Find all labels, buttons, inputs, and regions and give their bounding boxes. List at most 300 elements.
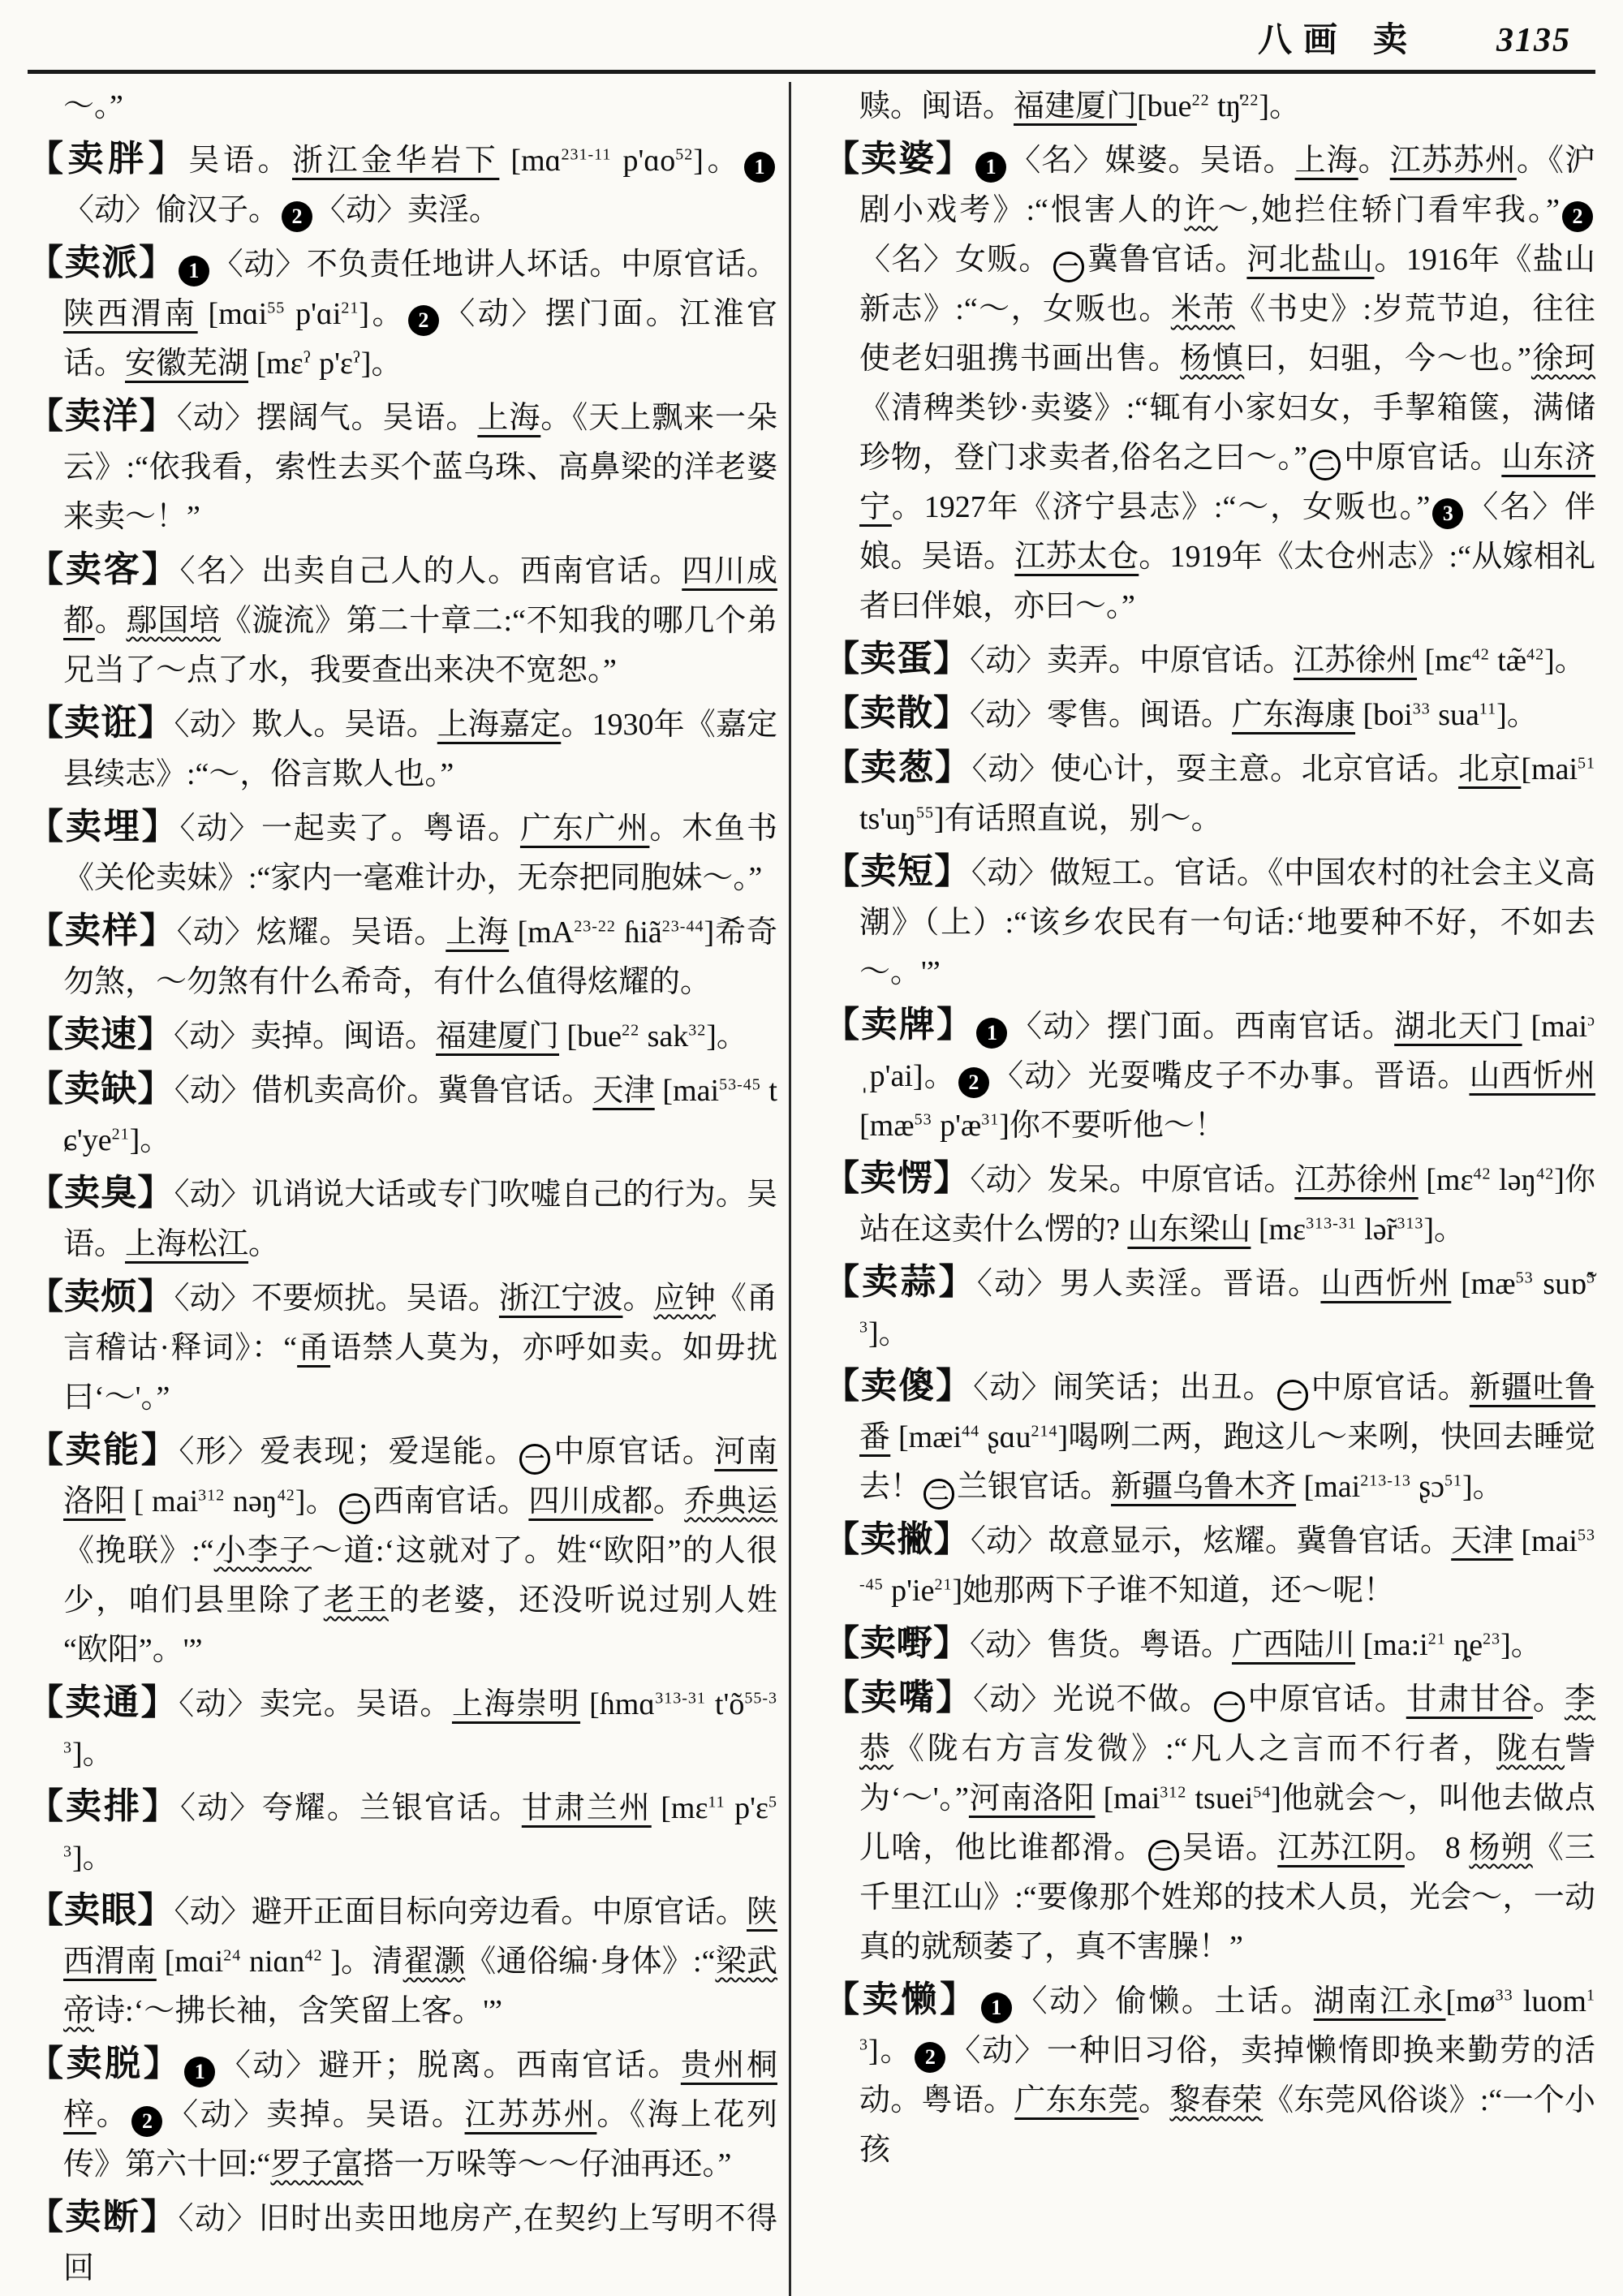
dictionary-entry [28, 238, 777, 389]
entry-text: ～,她拦住轿门看牢我。” [1217, 193, 1560, 227]
entry-text: [mai [1296, 1470, 1361, 1504]
entry-text: 訾为‘～'。” [859, 1732, 1595, 1816]
sense-number-badge: 2 [408, 305, 439, 336]
entry-text: 〈动〉闹笑话；出丑。 [973, 1371, 1275, 1405]
dictionary-entry [28, 391, 777, 542]
sense-number-badge: 3 [1432, 498, 1463, 529]
dictionary-entry [824, 688, 1595, 740]
sense-number-badge: 1 [184, 2057, 215, 2087]
entry-text: [mɑ [499, 144, 562, 178]
entry-text: [mæ [1451, 1267, 1516, 1301]
entry-continuation [824, 82, 1595, 131]
tone-superscript: 55 [916, 803, 934, 822]
proper-noun: 米芾 [1170, 292, 1235, 326]
page-header [28, 13, 1595, 65]
tone-superscript: 42 [1526, 645, 1545, 664]
entry-text: 。1930年《嘉定县续志》:“～，俗言欺人也。” [63, 708, 777, 791]
entry-text: 〈动〉偷汉子。 [63, 193, 280, 227]
entry-text: 。 [1139, 2083, 1170, 2117]
proper-noun: 乔典运 [684, 1484, 777, 1518]
tone-superscript: 53-45 [859, 1526, 1595, 1594]
entry-text: luom [1513, 1984, 1586, 2018]
tone-superscript: 313 [1397, 1214, 1424, 1233]
tone-superscript: 55 [267, 299, 286, 317]
proper-noun: 上海嘉定 [437, 708, 562, 742]
tone-superscript: 21 [111, 1125, 130, 1144]
entry-headword: 【卖傻】 [824, 1366, 974, 1406]
entry-text: 。 [96, 2098, 130, 2132]
entry-text: p'ɛ [311, 347, 353, 381]
proper-noun: 四川成都 [63, 554, 777, 638]
tone-superscript: 11 [1479, 700, 1497, 718]
entry-text: 。木鱼书《关伦卖妹》:“家内一毫难计办，无奈把同胞妹～。” [63, 812, 777, 895]
page-number: 3135 [1496, 22, 1571, 59]
tone-superscript: 23 [1483, 1630, 1501, 1648]
tone-superscript: 213-13 [1360, 1471, 1411, 1490]
entry-headword: 【卖蛋】 [824, 639, 970, 678]
entry-text: 。1916年《盐山新志》:“～，女贩也。 [859, 243, 1595, 326]
sense-number-badge: 一 [1053, 252, 1084, 282]
proper-noun: 江苏江阴 [1277, 1831, 1405, 1865]
entry-text: 吴语。 [1181, 1831, 1278, 1865]
entry-text: [ mai [125, 1484, 199, 1518]
proper-noun: 江苏徐州 [1294, 644, 1418, 678]
entry-text: suɒ̃ [1533, 1267, 1586, 1301]
entry-text: 中原官话。 [552, 1435, 715, 1469]
tone-superscript: 54 [1253, 1783, 1272, 1802]
sense-number-badge: 1 [975, 152, 1006, 183]
entry-text: [mɛ [1418, 1163, 1474, 1197]
entry-text: 赎。闽语。 [859, 89, 1014, 123]
entry-text: 〈动〉不要烦扰。吴语。 [174, 1282, 499, 1316]
proper-noun: 山西忻州 [1469, 1059, 1595, 1093]
entry-text: ]。 [72, 1841, 114, 1875]
proper-noun: 杨慎 [1180, 342, 1245, 376]
entry-text: ]。清 [322, 1945, 403, 1979]
entry-text: 〈动〉摆门面。江淮官话。 [63, 297, 777, 381]
entry-headword: 【卖短】 [824, 851, 971, 891]
entry-text: 《书史》:岁荒节迫，往往使老妇驵携书画出售。 [859, 292, 1595, 376]
tone-superscript: 53 [914, 1110, 932, 1129]
proper-noun: 广东海康 [1232, 698, 1356, 732]
entry-text: [mai [1095, 1781, 1160, 1816]
entry-text: 〈形〉爱表现；爱逞能。 [179, 1435, 517, 1469]
entry-text: 〈名〉出卖自己人的人。西南官话。 [179, 554, 682, 588]
entry-text: [mɑi [156, 1945, 224, 1979]
dictionary-entry [824, 846, 1595, 997]
entry-text: 西南官话。 [372, 1484, 529, 1518]
entry-text: t'õ [705, 1687, 745, 1721]
proper-noun: 梁武帝 [63, 1945, 777, 2028]
entry-text: ]。 [360, 347, 403, 381]
entry-headword: 【卖婆】 [824, 139, 974, 179]
entry-text: 《挽联》:“ [63, 1534, 214, 1568]
entry-text: 。《天上飘来一朵云》:“依我看，索性去买个蓝乌珠、高鼻梁的洋老婆来卖～！” [63, 401, 777, 534]
tone-superscript: 22 [1191, 91, 1210, 110]
dictionary-entry [28, 906, 777, 1007]
entry-text: 《甬言稽诂·释词》：“ [63, 1282, 777, 1365]
dictionary-entry [28, 545, 777, 696]
dictionary-entry [28, 1272, 777, 1423]
entry-text: p'ɑo [611, 144, 676, 178]
tone-superscript: 31 [981, 1110, 1000, 1129]
tone-superscript: 52 [675, 145, 694, 164]
dictionary-entry [28, 2192, 777, 2294]
entry-text: 〈动〉借机卖高价。冀鲁官话。 [174, 1074, 593, 1108]
proper-noun: 浙江宁波 [498, 1282, 623, 1316]
entry-headword: 【卖嘢】 [824, 1623, 970, 1663]
entry-headword: 【卖通】 [28, 1682, 179, 1722]
entry-text: 。 [1532, 1682, 1565, 1717]
entry-text: ]你不要听他～！ [999, 1109, 1225, 1143]
entry-text: ～。” [63, 89, 123, 123]
proper-noun: 上海 [477, 401, 541, 435]
dictionary-entry [824, 1514, 1595, 1616]
proper-noun: 湖北天门 [1394, 1010, 1522, 1044]
entry-text: ]。 [1259, 89, 1301, 123]
entry-text: 中原官话。 [1246, 1682, 1406, 1717]
entry-headword: 【卖派】 [28, 243, 176, 282]
tone-superscript: 53 [63, 1793, 777, 1861]
dictionary-entry [28, 698, 777, 799]
entry-headword: 【卖脱】 [28, 2044, 183, 2083]
entry-text: [mɛ [651, 1791, 708, 1825]
dictionary-entry [824, 1000, 1595, 1151]
entry-text: 中原官话。 [1343, 441, 1502, 475]
entry-text: 。 [652, 1484, 685, 1518]
entry-text: nəŋ [225, 1484, 278, 1518]
entry-text: [mA [509, 915, 575, 950]
entry-text: ]。 [72, 1737, 114, 1771]
stroke-section-label: 八画 [1257, 22, 1349, 59]
proper-noun: 上海 [446, 915, 510, 950]
entry-text: ]有话照直说，别～。 [934, 802, 1222, 836]
proper-noun: 北京 [1458, 752, 1522, 786]
dictionary-entry [28, 134, 777, 235]
entry-text: 〈动〉不负责任地讲人坏话。中原官话。 [211, 248, 777, 282]
entry-headword: 【卖洋】 [28, 396, 177, 436]
tone-superscript: 55-33 [63, 1689, 777, 1757]
dictionary-entry [28, 1425, 777, 1675]
entry-text: ]。 [129, 1123, 171, 1157]
entry-text: 吴语。 [188, 144, 292, 178]
entry-text: 〈动〉一种旧习俗，卖掉懒惰即换来勤劳的活动。粤语。 [859, 2034, 1595, 2117]
entry-headword: 【卖客】 [28, 549, 180, 589]
proper-noun: 山西忻州 [1320, 1267, 1452, 1301]
entry-text: [boi [1355, 698, 1413, 732]
entry-text: 〈动〉夸耀。兰银官话。 [179, 1791, 522, 1825]
entry-text: ˌp'ai]。 [859, 1059, 956, 1093]
proper-noun: 广东东莞 [1014, 2083, 1139, 2117]
entry-headword: 【卖撇】 [824, 1519, 971, 1559]
entry-text: 《清稗类钞·卖婆》:“辄有小家妇女，手挈箱箧，满储珍物，登门求卖者,俗名之曰～。” [859, 391, 1595, 475]
entry-text: 。 8 [1404, 1831, 1470, 1865]
proper-noun: 河南洛阳 [968, 1781, 1096, 1816]
entry-text: tæ̃ [1489, 644, 1527, 678]
tone-superscript: 33 [1495, 1986, 1513, 2005]
entry-text: p'ɛ [725, 1791, 768, 1825]
dictionary-entry [28, 1885, 777, 2036]
entry-text: ]他就会～，叫他去做点儿啥，他比谁都滑。 [859, 1781, 1595, 1865]
entry-text: ]她那两下子谁不知道，还～呢！ [952, 1574, 1395, 1608]
proper-noun: 许 [1184, 193, 1218, 227]
dictionary-entry [824, 1153, 1595, 1255]
proper-noun: 李恭 [859, 1682, 1595, 1766]
entry-text: ]。 [1423, 1213, 1465, 1247]
entry-text: 〈动〉男人卖淫。晋语。 [976, 1267, 1321, 1301]
dictionary-entry [28, 802, 777, 903]
tone-superscript: ʔ [303, 348, 312, 367]
entry-text: p'ɑi [285, 297, 342, 331]
tone-superscript: 23-44 [661, 917, 704, 936]
entry-text: 〈动〉使心计，耍主意。北京官话。 [971, 752, 1459, 786]
sense-number-badge: 1 [981, 1992, 1012, 2023]
proper-noun: 浙江金华岩下 [291, 144, 500, 178]
entry-text: ]。 [868, 1316, 910, 1350]
proper-noun: 上海 [1294, 144, 1358, 178]
tone-superscript: 53-45 [719, 1075, 761, 1094]
entry-text: [mɑi [197, 297, 268, 331]
tone-superscript: ʔ [352, 348, 361, 367]
proper-noun: 福建厦门 [1014, 89, 1138, 123]
entry-text: ts'uŋ [859, 802, 916, 836]
proper-noun: 杨朔 [1469, 1831, 1533, 1865]
tone-superscript: 42 [1473, 1165, 1492, 1183]
entry-headword: 【卖排】 [28, 1786, 180, 1826]
header-rule [28, 70, 1595, 74]
entry-headword: 【卖懒】 [824, 1979, 979, 2019]
proper-noun: 陕西渭南 [63, 297, 198, 331]
entry-text: 〈动〉卖弄。中原官话。 [970, 644, 1294, 678]
entry-text: 诗:‘～拂长袖，含笑留上客。'” [94, 1994, 502, 2028]
entry-text: sak [639, 1019, 689, 1053]
tone-superscript: 42 [304, 1946, 323, 1965]
entry-headword: 【卖蒜】 [824, 1262, 977, 1302]
entry-text: niɑn [241, 1945, 305, 1979]
proper-noun: 老王 [323, 1583, 389, 1618]
tone-superscript: 53 [859, 1269, 1595, 1337]
proper-noun: 上海崇明 [451, 1687, 581, 1721]
entry-text: 〈动〉光说不做。 [973, 1682, 1212, 1717]
proper-noun: 四川成都 [528, 1484, 653, 1518]
proper-noun: 陕西渭南 [63, 1895, 778, 1979]
proper-noun: 陇右 [1496, 1732, 1565, 1766]
entry-text: 〈动〉偷懒。土话。 [1014, 1984, 1314, 2018]
sense-number-badge: 1 [976, 1018, 1007, 1049]
entry-text: ]。 [868, 2034, 913, 2068]
entry-text: ȵe [1445, 1628, 1483, 1662]
entry-text: ]你站在这卖什么愣的? [859, 1163, 1596, 1247]
entry-text: p'æ [932, 1109, 982, 1143]
entry-text: ]。 [359, 297, 406, 331]
entry-text: 〈动〉卖淫。 [315, 193, 501, 227]
entry-text: 。 [622, 1282, 654, 1316]
entry-headword: 【卖诳】 [28, 703, 174, 743]
entry-text: 〈名〉媒婆。吴语。 [1009, 144, 1295, 178]
dictionary-entry [824, 1673, 1595, 1972]
entry-headword: 【卖能】 [28, 1430, 179, 1470]
proper-noun: 江苏苏州 [464, 2098, 597, 2132]
dictionary-entry [824, 134, 1595, 631]
sense-number-badge: 2 [915, 2042, 945, 2073]
sense-number-badge: 2 [282, 201, 312, 232]
tone-superscript: 53 [1515, 1269, 1534, 1287]
entry-text: 〈动〉卖掉。闽语。 [174, 1019, 437, 1053]
entry-headword: 【卖散】 [824, 693, 970, 733]
entry-text: [mai [1513, 1524, 1578, 1558]
entry-text: ]。 [706, 1019, 747, 1053]
entry-text: 《陇右方言发微》:“凡人之言而不行者， [893, 1732, 1497, 1766]
entry-text: 〈动〉发呆。中原官话。 [970, 1163, 1295, 1197]
entry-text: 〈动〉避开正面目标向旁边看。中原官话。 [174, 1895, 747, 1929]
entry-headword: 【卖埋】 [28, 807, 180, 846]
dictionary-entry [28, 2039, 777, 2190]
entry-text: 。《海上花列传》第六十回:“ [63, 2098, 777, 2182]
entry-text: 〈动〉炫耀。吴语。 [176, 915, 446, 950]
entry-text: 搭一万哚等～～仔油再还。” [363, 2147, 732, 2182]
sense-number-badge: 一 [519, 1444, 550, 1475]
proper-noun: 安徽芜湖 [125, 347, 249, 381]
entry-text: 〈动〉卖完。吴语。 [179, 1687, 452, 1721]
entry-text: 曰，妇驵，今～也。” [1244, 342, 1531, 376]
entry-text: ʂɑu [979, 1420, 1031, 1454]
entry-text: ]。 [1496, 698, 1538, 732]
entry-text: [mø [1445, 1984, 1496, 2018]
proper-noun: 甘肃甘谷 [1406, 1682, 1533, 1717]
entry-headword: 【卖牌】 [824, 1005, 975, 1045]
entry-continuation [28, 82, 777, 131]
proper-noun: 山东梁山 [1127, 1213, 1251, 1247]
tone-superscript: 231-11 [561, 145, 612, 164]
proper-noun: 河南洛阳 [63, 1435, 777, 1518]
entry-headword: 【卖速】 [28, 1014, 174, 1054]
two-column-body [28, 82, 1595, 2296]
dictionary-entry [28, 1010, 777, 1062]
dictionary-entry [824, 1361, 1595, 1512]
entry-text: ]。 [1462, 1470, 1504, 1504]
entry-text: 。 [1358, 144, 1390, 178]
tone-superscript: 42 [1471, 645, 1490, 664]
dictionary-entry [824, 1975, 1595, 2175]
tone-superscript: 33 [1412, 700, 1431, 718]
proper-noun: 应钟 [653, 1282, 716, 1316]
entry-text: ]喝咧二两，跑这儿～来咧，快回去睡觉去！ [859, 1420, 1595, 1504]
sense-number-badge: 1 [179, 256, 209, 286]
tone-superscript: 44 [962, 1422, 980, 1441]
entry-text: [mai [654, 1074, 720, 1108]
entry-text: ʂɔ [1410, 1470, 1445, 1504]
entry-text: 〈动〉摆阔气。吴语。 [176, 401, 478, 435]
sense-number-badge: 二 [339, 1493, 370, 1524]
entry-headword: 【卖烦】 [28, 1277, 174, 1316]
entry-text: 。1927年《济宁县志》:“～，女贩也。” [891, 490, 1431, 524]
sense-number-badge: 1 [744, 152, 775, 183]
entry-text: p'ie [883, 1574, 935, 1608]
dictionary-entry [28, 1064, 777, 1165]
sense-number-badge: 2 [1562, 201, 1593, 232]
entry-text: ɦiã [615, 915, 662, 950]
right-column [789, 82, 1595, 2296]
tone-superscript: 21 [341, 299, 359, 317]
entry-text: [bue [1137, 89, 1192, 123]
entry-text: 〈动〉欺人。吴语。 [174, 708, 437, 742]
entry-text: 〈动〉一起卖了。粤语。 [179, 812, 520, 846]
entry-text: ]。 [1544, 644, 1586, 678]
entry-text: 兰银官话。 [957, 1470, 1112, 1504]
proper-noun: 小李子 [213, 1534, 312, 1568]
sense-number-badge: 2 [958, 1067, 989, 1098]
entry-text: ～道:‘这就对了。姓“欧阳”的人很少，咱们县里除了 [63, 1534, 777, 1618]
sense-number-badge: 一 [1214, 1691, 1245, 1722]
entry-text: lə̃r [1356, 1213, 1397, 1247]
proper-noun: 江苏苏州 [1389, 144, 1517, 178]
left-column [28, 82, 789, 2296]
entry-text: 《通俗编·身体》:“ [465, 1945, 716, 1979]
head-character: 卖 [1372, 22, 1407, 59]
entry-text: 〈动〉讥诮说大话或专门吹嘘自己的行为。吴语。 [63, 1178, 777, 1261]
entry-text: [mæ [859, 1109, 915, 1143]
entry-text: 《东莞风俗谈》:“一个小孩 [859, 2083, 1595, 2167]
entry-text: 的老婆，还没听说过别人姓“欧阳”。'” [63, 1583, 777, 1667]
tone-superscript: 22 [1241, 91, 1259, 110]
proper-noun: 翟灏 [403, 1945, 466, 1979]
dictionary-entry [28, 1168, 777, 1269]
entry-text: [mai [1522, 1010, 1588, 1044]
entry-text: ]希奇勿煞，～勿煞有什么希奇，有什么值得炫耀的。 [63, 915, 777, 999]
tone-superscript: 11 [708, 1793, 725, 1811]
entry-text: 〈动〉故意显示，炫耀。冀鲁官话。 [970, 1524, 1452, 1558]
tone-superscript: 51 [1578, 754, 1595, 773]
tone-superscript: 21 [1427, 1630, 1446, 1648]
tone-superscript: 24 [223, 1946, 242, 1965]
proper-noun: 福建厦门 [436, 1019, 560, 1053]
entry-text: 冀鲁官话。 [1086, 243, 1247, 277]
entry-text: 〈动〉售货。粤语。 [970, 1628, 1233, 1662]
entry-headword: 【卖缺】 [28, 1069, 174, 1109]
entry-text: [mɛ [1417, 644, 1472, 678]
entry-headword: 【卖嘴】 [824, 1678, 974, 1717]
entry-text: sua [1430, 698, 1479, 732]
entry-headword: 【卖葱】 [824, 747, 972, 787]
entry-text: 〈动〉零售。闽语。 [970, 698, 1233, 732]
proper-noun: 天津 [592, 1074, 655, 1108]
proper-noun: 贵州桐梓 [63, 2048, 777, 2132]
entry-text: 〈名〉伴娘。吴语。 [859, 490, 1595, 574]
dictionary-entry [28, 1678, 777, 1779]
sense-number-badge: 二 [1148, 1840, 1179, 1871]
entry-text: 《漩流》第二十章二:“不知我的哪几个弟兄当了～点了水，我要查出来决不宽恕。” [63, 604, 777, 687]
sense-number-badge: 一 [1277, 1380, 1308, 1411]
proper-noun: 江苏徐州 [1294, 1163, 1419, 1197]
tone-superscript: 22 [622, 1021, 640, 1040]
tone-superscript: 313-31 [1306, 1214, 1357, 1233]
tone-superscript: 42 [1536, 1165, 1555, 1183]
dictionary-entry [824, 1257, 1595, 1359]
sense-number-badge: 二 [1310, 450, 1341, 480]
proper-noun: 徐珂 [1530, 342, 1595, 376]
proper-noun: 天津 [1451, 1524, 1513, 1558]
proper-noun: 甘肃兰州 [521, 1791, 652, 1825]
tone-superscript: 312 [1160, 1783, 1187, 1802]
proper-noun: 江苏太仓 [1014, 540, 1139, 574]
entry-text: tŋ̍ [1209, 89, 1242, 123]
dictionary-entry [824, 634, 1595, 686]
entry-text: ləŋ [1491, 1163, 1537, 1197]
entry-headword: 【卖臭】 [28, 1173, 174, 1213]
entry-text: 〈动〉摆门面。西南官话。 [1010, 1010, 1395, 1044]
entry-text: ]。 [295, 1484, 338, 1518]
entry-text: 〈动〉做短工。官话。《中国农村的社会主义高潮》（上）:“该乡农民有一句话:‘地要种不好，不如去～。'” [859, 856, 1595, 989]
